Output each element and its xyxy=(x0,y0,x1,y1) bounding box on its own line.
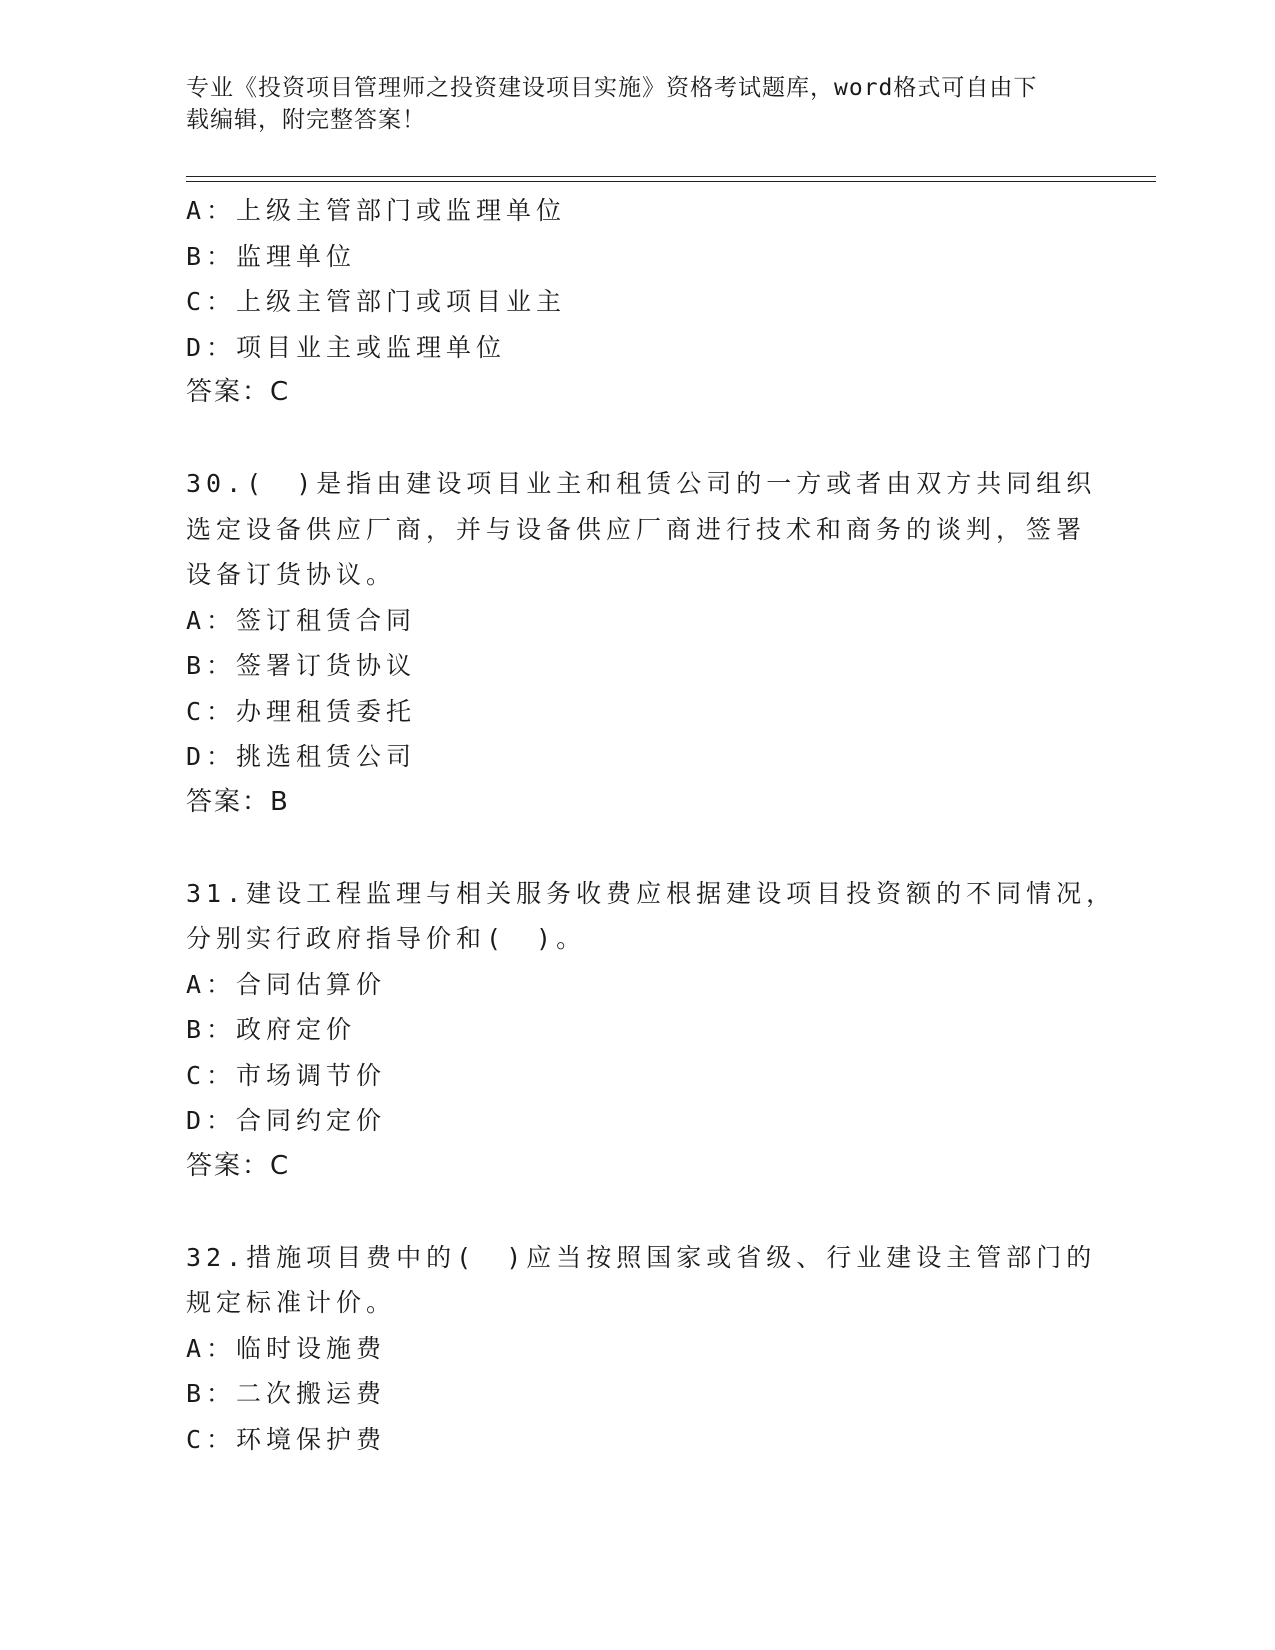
answer: 答案：C xyxy=(186,377,291,407)
option-a: A：合同估算价 xyxy=(186,969,387,999)
spacer xyxy=(186,1189,1066,1235)
option-c: C：办理租赁委托 xyxy=(186,696,417,726)
question-text-line: 分别实行政府指导价和( )。 xyxy=(186,924,587,953)
question-31 xyxy=(186,871,1117,1190)
question-text-line: 设备订货协议。 xyxy=(186,560,397,589)
question-32 xyxy=(186,1235,1097,1463)
option-a: A：临时设施费 xyxy=(186,1333,387,1363)
question-29 xyxy=(186,188,1066,416)
option-b: B：监理单位 xyxy=(186,241,357,271)
spacer xyxy=(186,825,1066,871)
option-a: A：签订租赁合同 xyxy=(186,605,417,635)
question-text-line: 规定标准计价。 xyxy=(186,1288,397,1317)
document-header: 专业《投资项目管理师之投资建设项目实施》资格考试题库，word格式可自由下载编辑，附完整答案！ xyxy=(186,75,1038,133)
header-rule-bottom xyxy=(186,181,1156,182)
question-content xyxy=(186,188,1117,1462)
option-d: D：合同约定价 xyxy=(186,1106,387,1135)
option-b: B：二次搬运费 xyxy=(186,1379,387,1408)
option-a: A：上级主管部门或监理单位 xyxy=(186,196,567,225)
option-c: C：上级主管部门或项目业主 xyxy=(186,287,567,316)
spacer xyxy=(186,416,1066,462)
question-text-line: 31.建设工程监理与相关服务收费应根据建设项目投资额的不同情况， xyxy=(186,878,1117,908)
option-c: C：环境保护费 xyxy=(186,1424,387,1454)
header-rule-top xyxy=(186,176,1156,177)
question-text-line: 30.( )是指由建设项目业主和租赁公司的一方或者由双方共同组织 xyxy=(186,469,1097,498)
question-30 xyxy=(186,461,1097,825)
option-d: D：项目业主或监理单位 xyxy=(186,332,507,362)
question-text-line: 选定设备供应厂商，并与设备供应厂商进行技术和商务的谈判，签署 xyxy=(186,514,1087,544)
option-c: C：市场调节价 xyxy=(186,1060,387,1090)
answer: 答案：C xyxy=(186,1150,291,1181)
option-b: B：政府定价 xyxy=(186,1015,357,1044)
answer: 答案：B xyxy=(186,786,290,817)
option-d: D：挑选租赁公司 xyxy=(186,742,417,771)
question-text-line: 32.措施项目费中的( )应当按照国家或省级、行业建设主管部门的 xyxy=(186,1242,1097,1272)
option-b: B：签署订货协议 xyxy=(186,651,417,680)
